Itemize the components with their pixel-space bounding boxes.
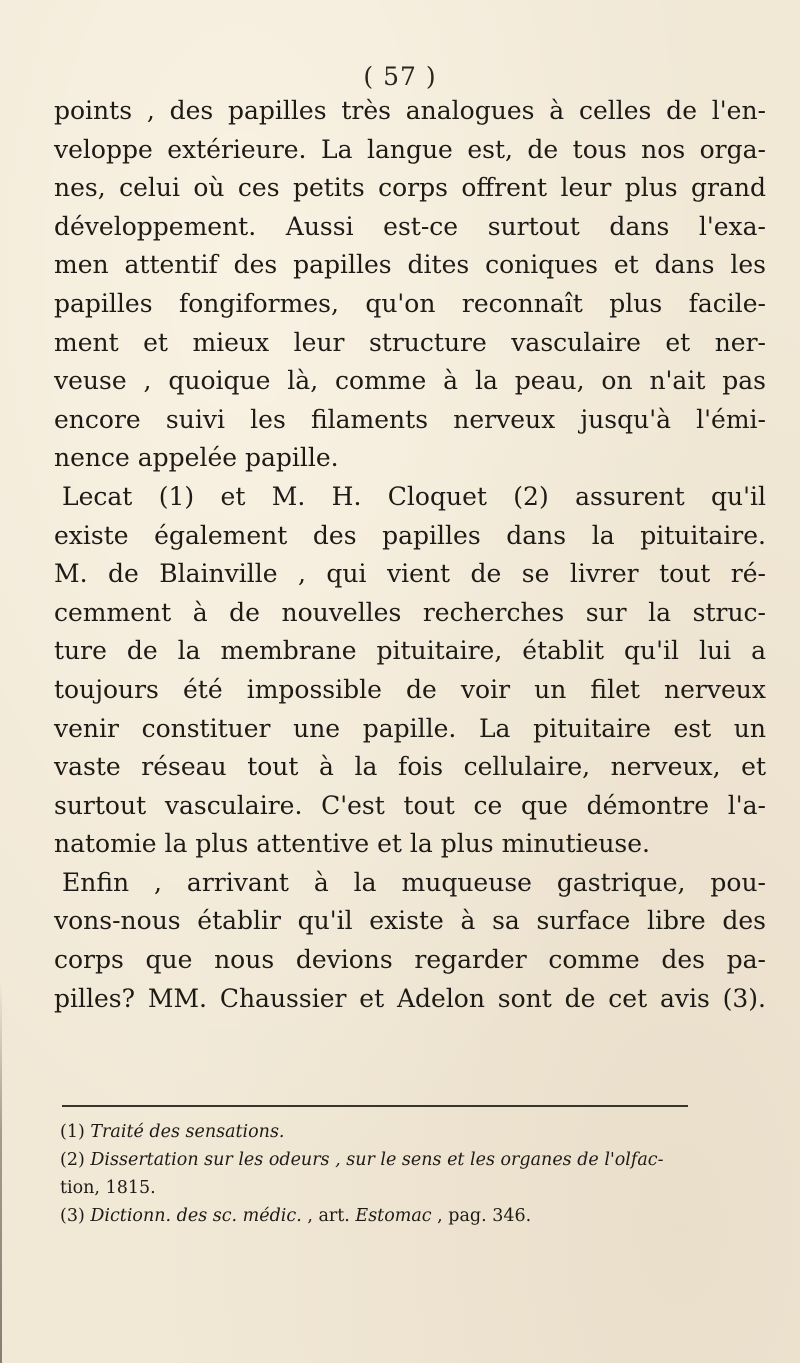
body-text bbox=[54, 92, 766, 1018]
text-line: venir constituer une papille. La pituitaire est un bbox=[54, 713, 766, 743]
footnote-number: (3) bbox=[60, 1206, 85, 1226]
text-line: veloppe extérieure. La langue est, de tous nos orga- bbox=[54, 134, 766, 164]
text-line: vaste réseau tout à la fois cellulaire, nerveux, et bbox=[54, 752, 766, 782]
footnote-1 bbox=[60, 1118, 760, 1146]
text-line: développement. Aussi est-ce surtout dans l'exa- bbox=[54, 211, 766, 241]
text-line: toujours été impossible de voir un filet nerveux bbox=[54, 674, 766, 704]
footnote-3 bbox=[60, 1202, 760, 1230]
text-line: corps que nous devions regarder comme des pa- bbox=[54, 945, 766, 975]
text-line: nence appelée papille. bbox=[54, 443, 339, 473]
footnote-number: (2) bbox=[60, 1150, 85, 1170]
footnote-2-continued bbox=[60, 1174, 760, 1202]
text-line: veuse , quoique là, comme à la peau, on n'ait pas bbox=[54, 366, 766, 396]
footnote-2 bbox=[60, 1146, 760, 1174]
text-line: nes, celui où ces petits corps offrent leur plus grand bbox=[54, 173, 766, 203]
text-line: points , des papilles très analogues à celles de l'en- bbox=[54, 96, 766, 125]
footnote-title-continued: tion, bbox=[60, 1178, 100, 1198]
footnote-rule bbox=[62, 1105, 688, 1107]
footnote-title: Dissertation sur les odeurs , sur le sens et les organes de l'olfac- bbox=[90, 1150, 664, 1170]
text-line: Enfin , arrivant à la muqueuse gastrique, pou- bbox=[62, 867, 766, 897]
text-line: ment et mieux leur structure vasculaire et ner- bbox=[54, 327, 766, 357]
text-line: Lecat (1) et M. H. Cloquet (2) assurent qu'il bbox=[62, 481, 766, 511]
text-line: cemment à de nouvelles recherches sur la struc- bbox=[54, 597, 766, 627]
footnote-number: (1) bbox=[60, 1122, 85, 1142]
footnote-article: Estomac bbox=[355, 1206, 432, 1226]
text-line: encore suivi les filaments nerveux jusqu'à l'émi- bbox=[54, 404, 766, 434]
footnote-article-label: , art. bbox=[301, 1206, 356, 1226]
page-edge-shadow bbox=[0, 980, 2, 1363]
page-number: ( 57 ) bbox=[363, 62, 437, 91]
footnote-year: 1815. bbox=[100, 1178, 156, 1198]
text-line: papilles fongiformes, qu'on reconnaît plus facile- bbox=[54, 288, 766, 318]
text-line: men attentif des papilles dites coniques et dans les bbox=[54, 250, 766, 280]
text-line: surtout vasculaire. C'est tout ce que démontre l'a- bbox=[54, 790, 766, 820]
text-line: pilles? MM. Chaussier et Adelon sont de cet avis (3). bbox=[54, 983, 766, 1013]
text-line: M. de Blainville , qui vient de se livrer tout ré- bbox=[54, 559, 766, 589]
text-line: natomie la plus attentive et la plus minutieuse. bbox=[54, 829, 650, 859]
text-line: ture de la membrane pituitaire, établit qu'il lui a bbox=[54, 636, 766, 666]
footnote-title: Traité des sensations. bbox=[90, 1122, 285, 1142]
text-line: vons-nous établir qu'il existe à sa surface libre des bbox=[54, 906, 766, 936]
footnote-title: Dictionn. des sc. médic. bbox=[90, 1206, 302, 1226]
footnote-page: , pag. 346. bbox=[431, 1206, 532, 1226]
footnotes bbox=[60, 1118, 760, 1230]
text-line: existe également des papilles dans la pituitaire. bbox=[54, 520, 766, 550]
